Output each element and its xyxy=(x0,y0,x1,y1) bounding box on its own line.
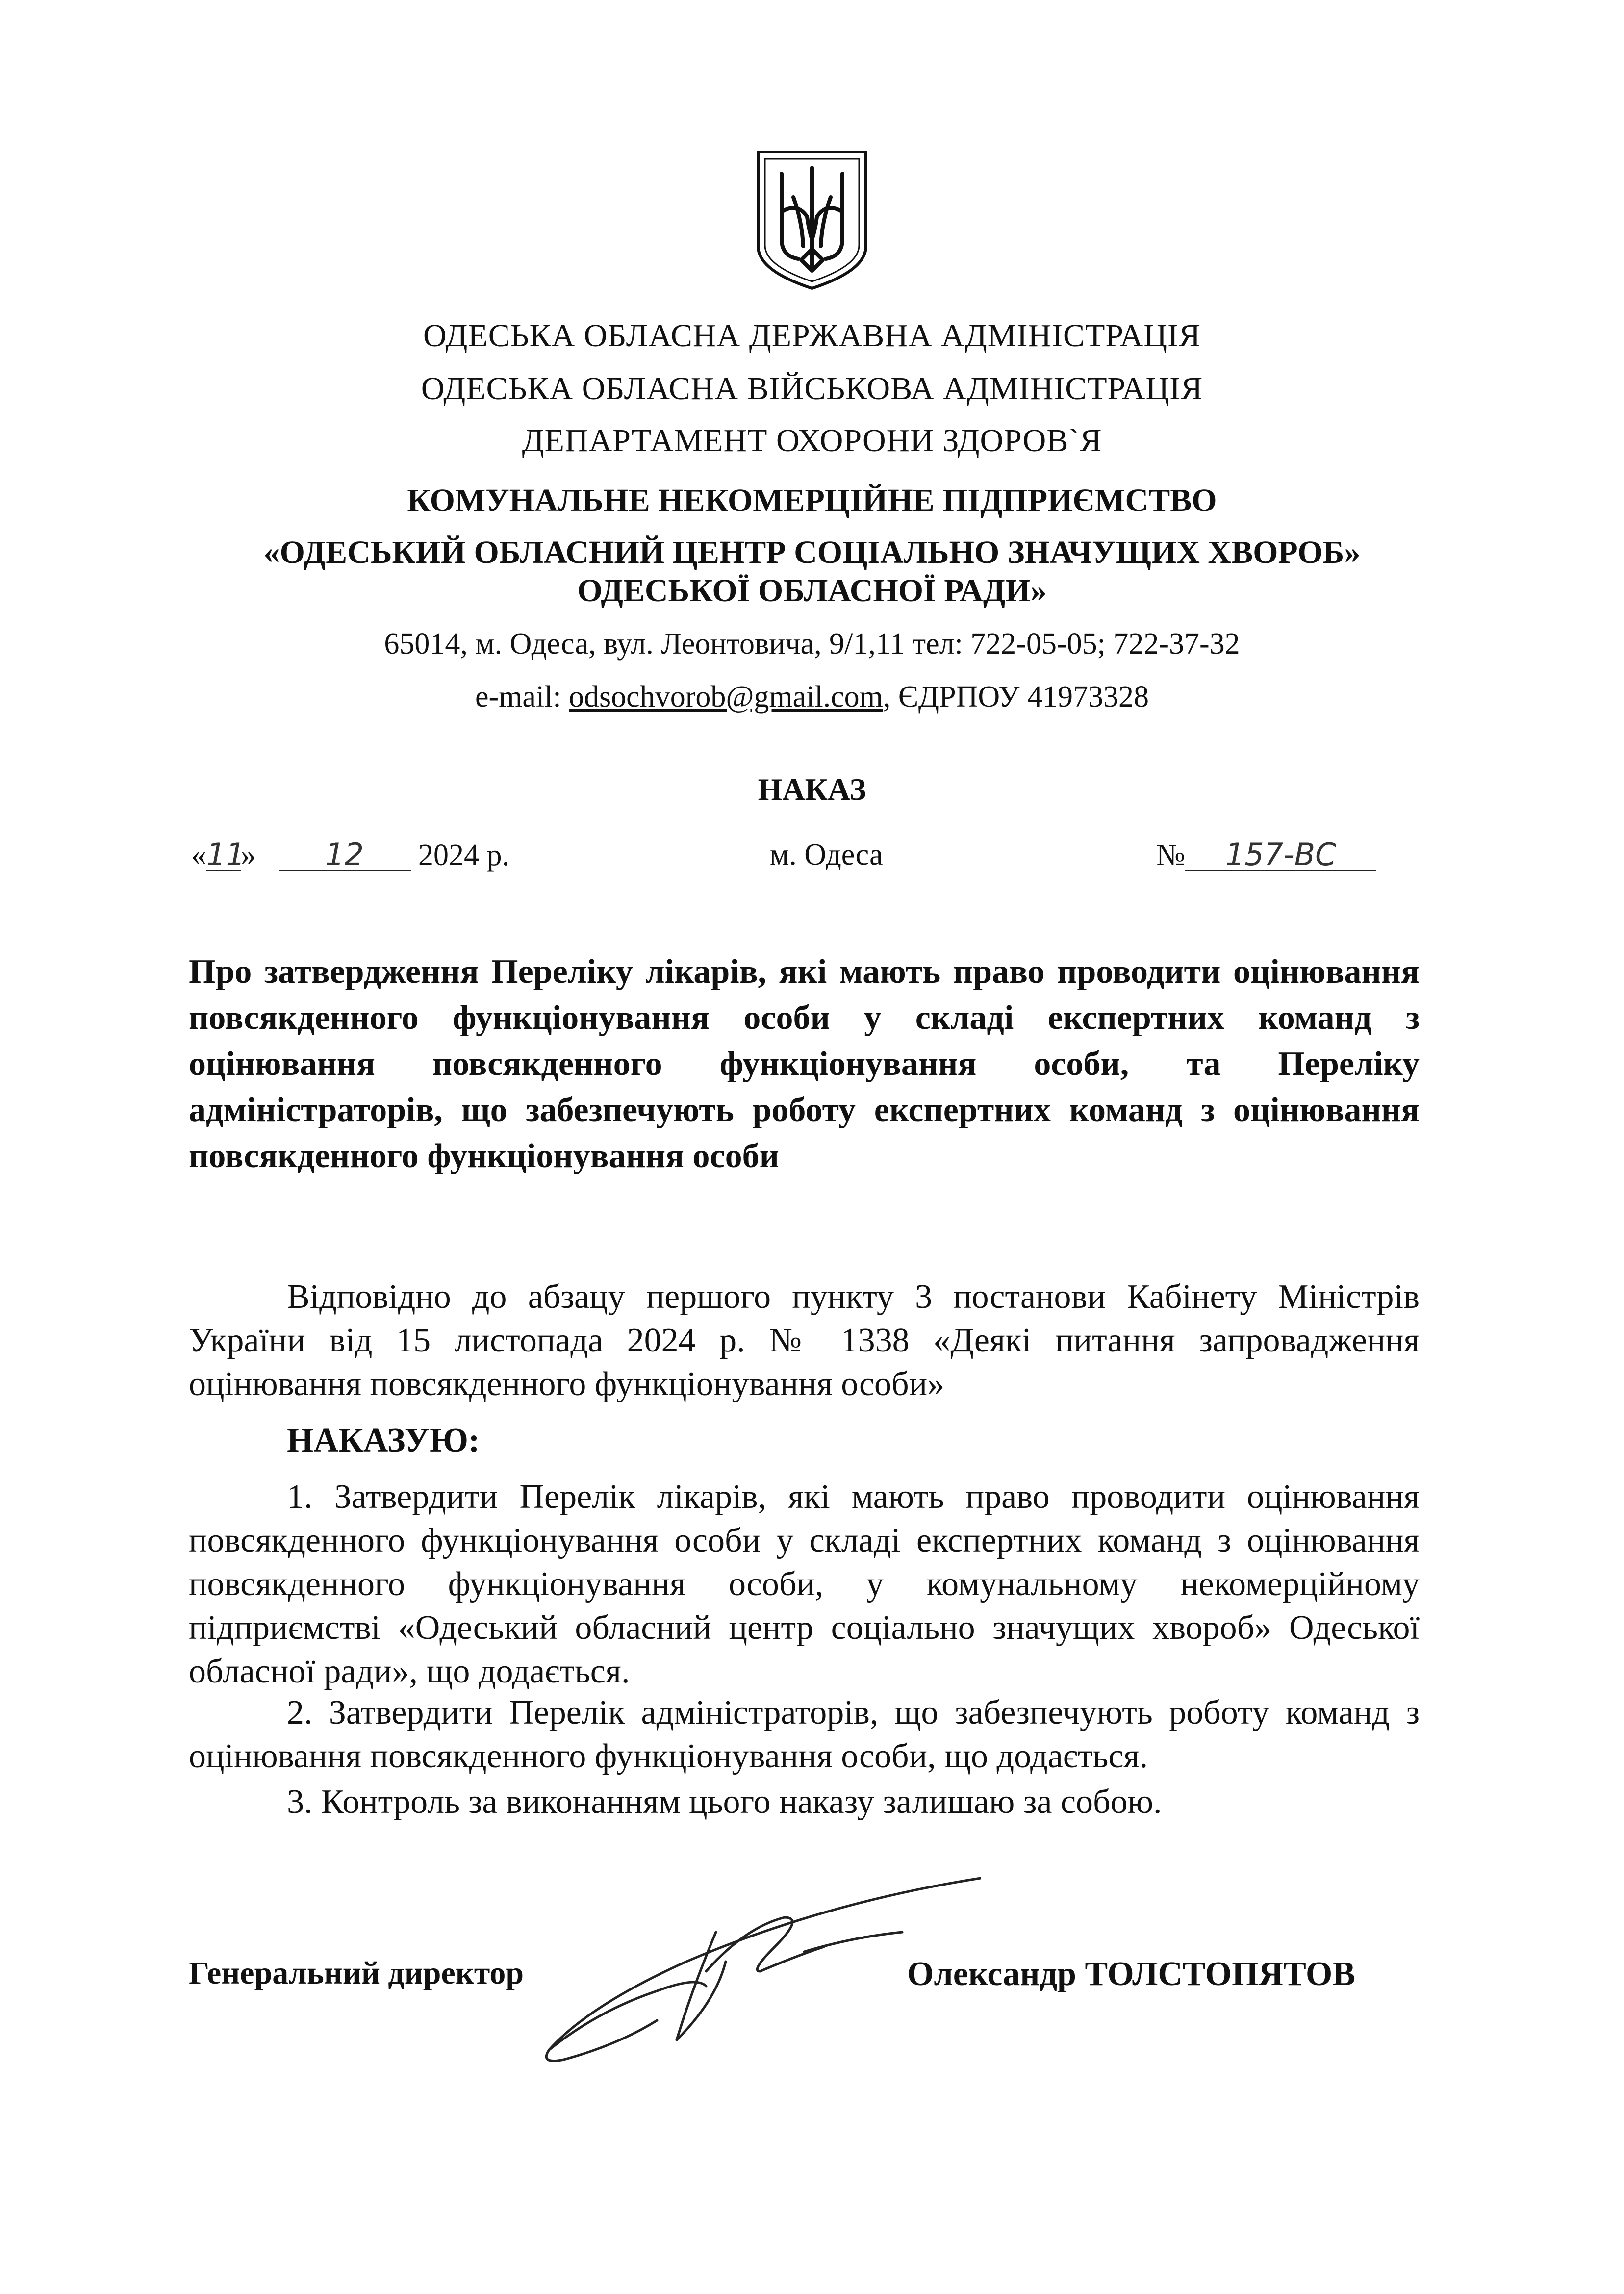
order-month: 12 xyxy=(279,840,411,871)
preamble-paragraph: Відповідно до абзацу першого пункту 3 постанови Кабінету Міністрів України від 15 листопада 2024 р. № 1338 «Деякі питання запровадження оцінювання повсякденного функціонування особи» xyxy=(189,1278,1420,1403)
signatory-name: Олександр ТОЛСТОПЯТОВ xyxy=(907,1955,1356,1993)
order-number: № 157-ВС xyxy=(1156,840,1376,871)
order-date: «11» 12 2024 р. xyxy=(191,837,509,872)
header-line-oda: ОДЕСЬКА ОБЛАСНА ДЕРЖАВНА АДМІНІСТРАЦІЯ xyxy=(423,318,1201,354)
email-label: e-mail: xyxy=(475,680,569,714)
order-item-1: 1. Затвердити Перелік лікарів, які мають право проводити оцінювання повсякденного функціонування особи у складі експертних команд з оцінювання повсякденного функціонування особи, у комунальному некомерційному підприємстві «Одеський обласний центр соціально значущих хвороб» Одеської обласної ради», що додається. xyxy=(189,1478,1420,1690)
email-link[interactable]: odsochvorob@gmail.com xyxy=(569,680,883,714)
order-heading: НАКАЗ xyxy=(758,772,866,807)
header-line-center-name: «ОДЕСЬКИЙ ОБЛАСНИЙ ЦЕНТР СОЦІАЛЬНО ЗНАЧУЩИХ ХВОРОБ» xyxy=(263,535,1361,570)
order-title: Про затвердження Переліку лікарів, які мають право проводити оцінювання повсякденного функціонування особи у складі експертних команд з оцінювання повсякденного функціонування особи, та Переліку адміністраторів, що забезпечують роботу експертних команд з оцінювання повсякденного функціонування особи xyxy=(189,953,1420,1175)
header-line-ova: ОДЕСЬКА ОБЛАСНА ВІЙСЬКОВА АДМІНІСТРАЦІЯ xyxy=(421,371,1203,407)
order-word: НАКАЗУЮ: xyxy=(287,1422,480,1459)
header-contacts xyxy=(0,682,1624,712)
header-address: 65014, м. Одеса, вул. Леонтовича, 9/1,11 тел: 722-05-05; 722-37-32 xyxy=(384,627,1240,661)
order-item-3: 3. Контроль за виконанням цього наказу залишаю за собою. xyxy=(287,1783,1162,1821)
header-line-enterprise: КОМУНАЛЬНЕ НЕКОМЕРЦІЙНЕ ПІДПРИЄМСТВО xyxy=(407,483,1217,518)
order-item-2: 2. Затвердити Перелік адміністраторів, що забезпечують роботу команд з оцінювання повсякденного функціонування особи, що додається. xyxy=(189,1694,1420,1775)
trident-emblem-icon xyxy=(753,148,871,291)
order-year: 2024 р. xyxy=(418,839,509,872)
order-number-value: 157-ВС xyxy=(1185,840,1376,871)
handwritten-signature-icon xyxy=(530,1863,981,2074)
header-line-department: ДЕПАРТАМЕНТ ОХОРОНИ ЗДОРОВ`Я xyxy=(522,423,1102,459)
header-line-council: ОДЕСЬКОЇ ОБЛАСНОЇ РАДИ» xyxy=(577,573,1047,609)
order-day: 11 xyxy=(206,837,245,872)
signatory-position: Генеральний директор xyxy=(189,1955,524,1991)
edrpou-code: , ЄДРПОУ 41973328 xyxy=(883,680,1149,714)
order-city: м. Одеса xyxy=(770,838,883,871)
